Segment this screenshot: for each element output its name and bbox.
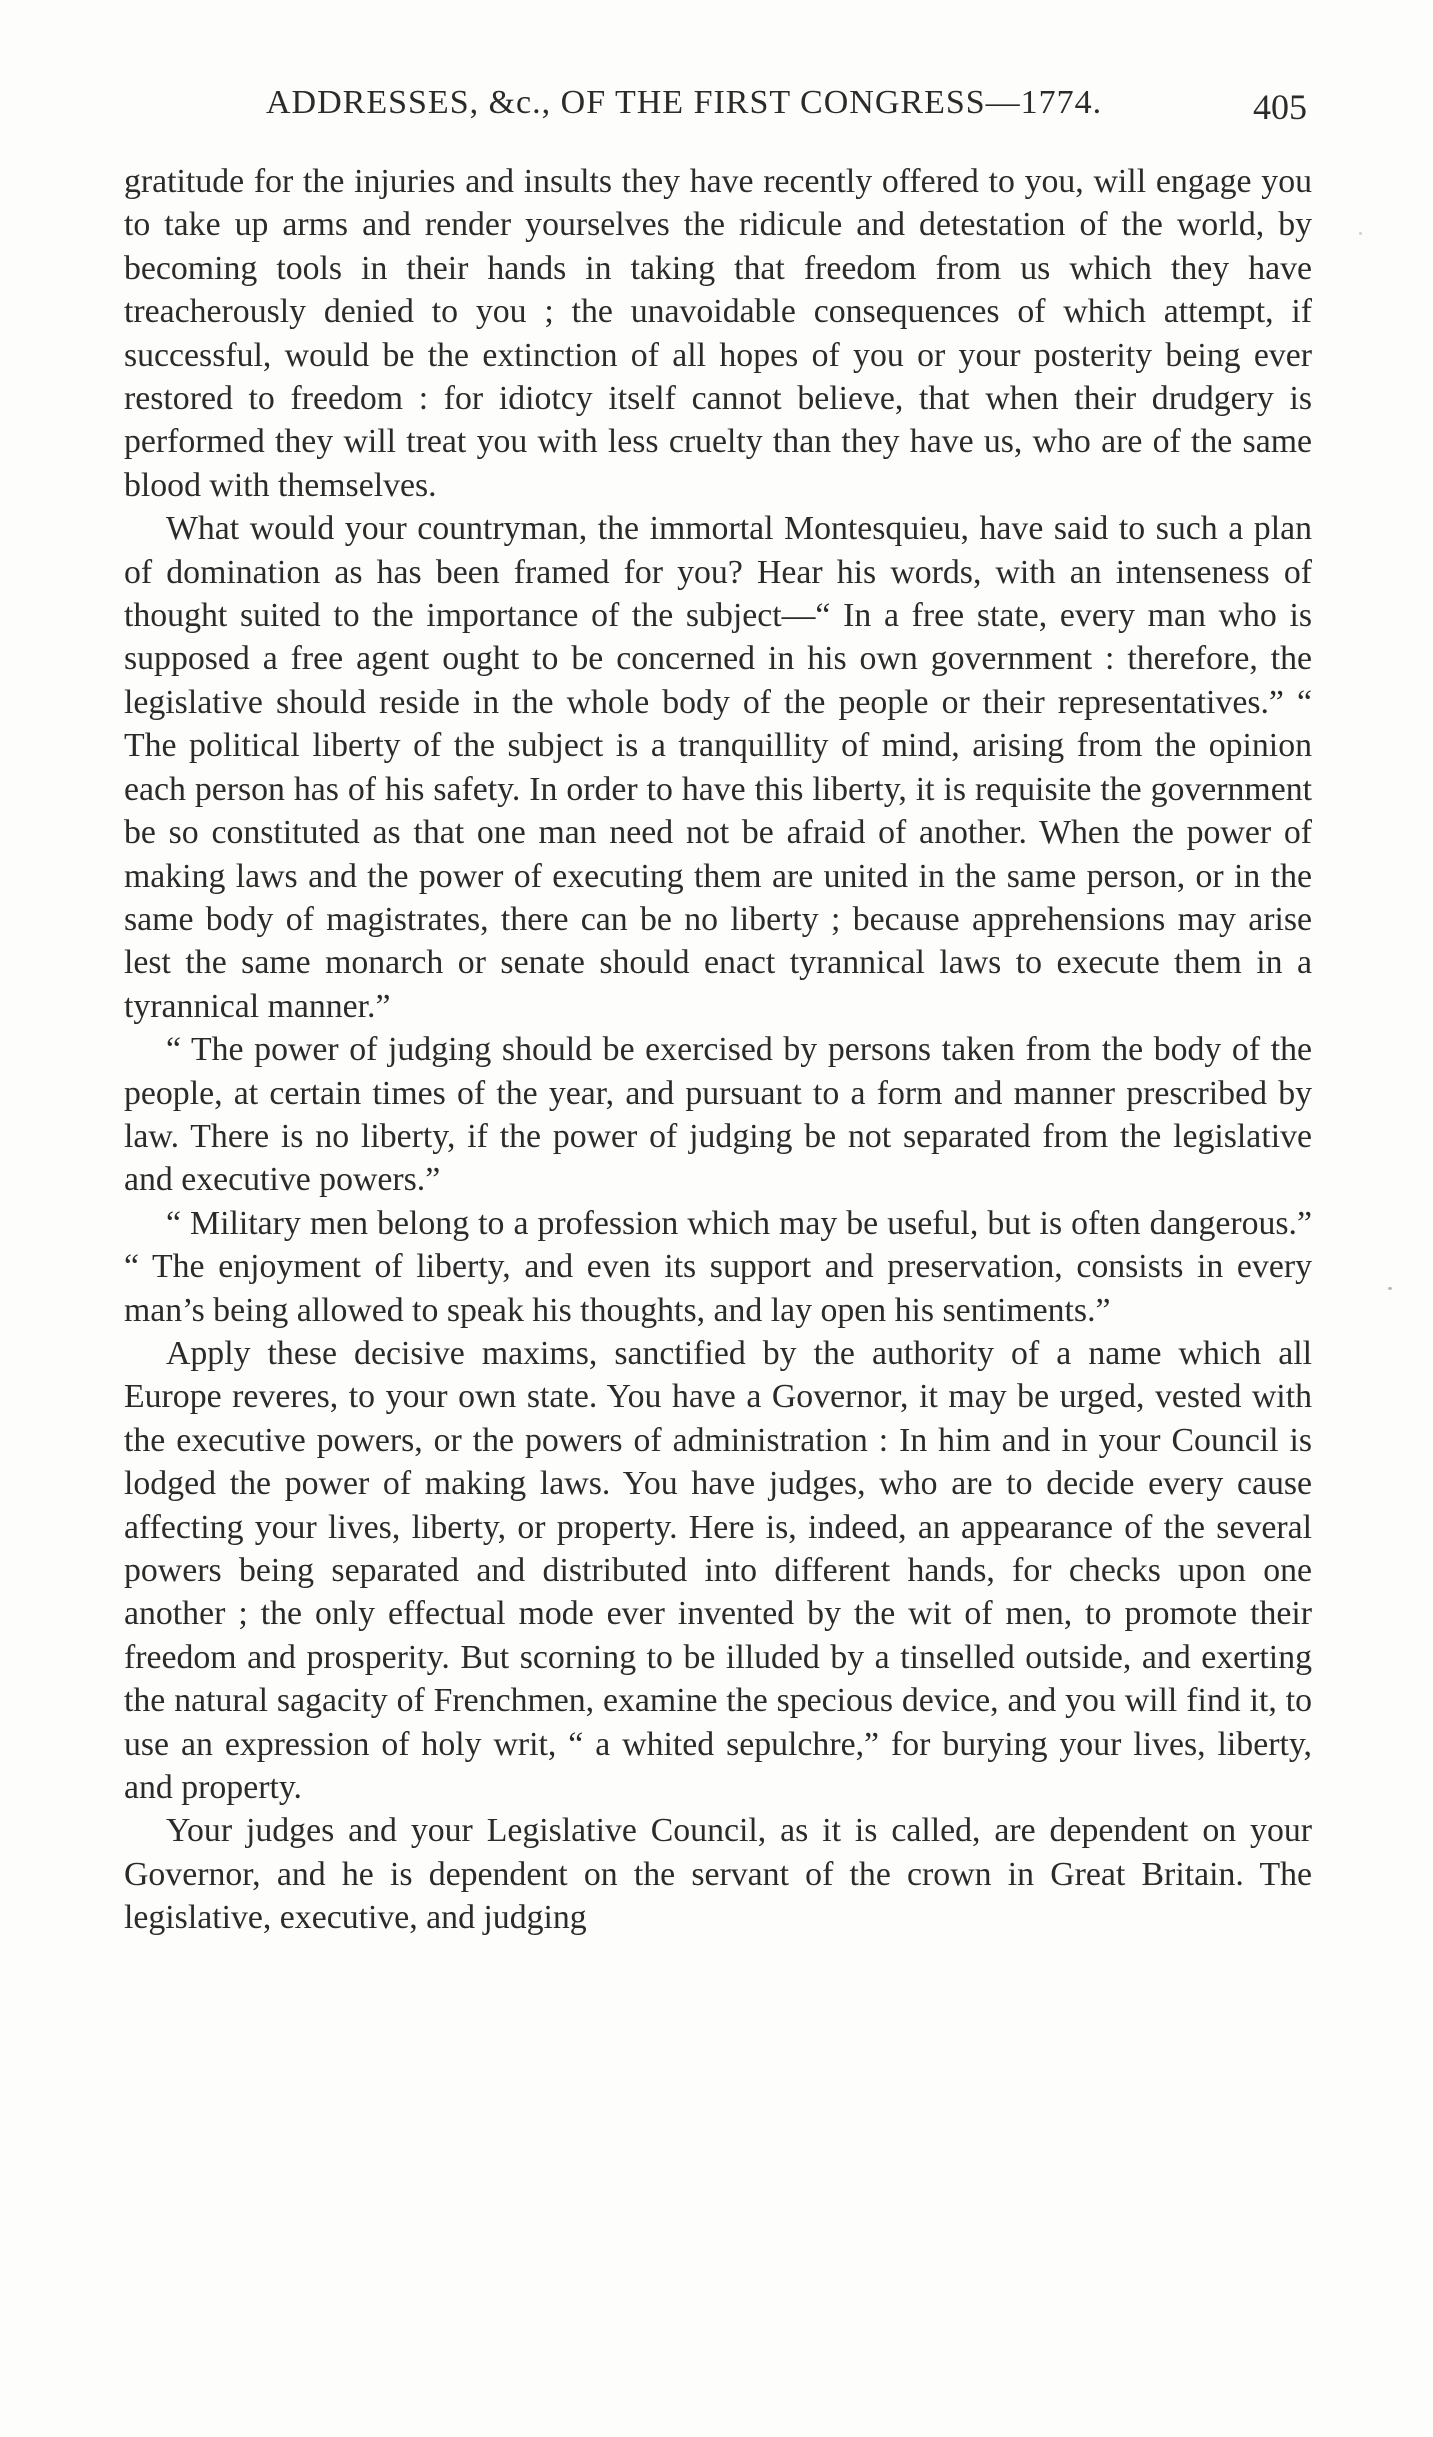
page-header <box>262 78 1307 134</box>
paper-speck <box>1359 232 1362 235</box>
paragraph-military-men: “ Military men belong to a profession which may be useful, but is often dangerous.” “ The enjoyment of liberty, and even its support and preservation, consists in every man’s being allowed to speak his thoughts, and lay open his sentiments.” <box>124 1204 1312 1329</box>
running-head: ADDRESSES, &c., OF THE FIRST CONGRESS—1774. <box>266 84 1103 121</box>
paragraph-your-judges: Your judges and your Legislative Council, as it is called, are dependent on your Governor, and he is dependent on the servant of the crown in Great Britain. The legislative, executive, and judging <box>124 1812 1312 1937</box>
paragraph-apply-maxims: Apply these decisive maxims, sanctified by the authority of a name which all Europe reveres, to your own state. You have a Governor, it may be urged, vested with the executive powers, or the powers of administration : In him and in your Council is lodged the power of making laws. You have judges, who are to decide every cause affecting your lives, liberty, or property. Here is, indeed, an appearance of the several powers being separated and distributed into different hands, for checks upon one another ; the only effectual mode ever invented by the wit of men, to promote their freedom and prosperity. But scorning to be illuded by a tinselled outside, and exerting the natural sagacity of Frenchmen, examine the specious device, and you will find it, to use an expression of holy writ, “ a whited sepulchre,” for burying your lives, liberty, and property. <box>124 1334 1312 1807</box>
paragraph-power-of-judging: “ The power of judging should be exercised by persons taken from the body of the people, at certain times of the year, and pursuant to a form and manner prescribed by law. There is no liberty, if the power of judging be not separated from the legislative and executive powers.” <box>124 1031 1312 1199</box>
paper-speck <box>1388 1287 1392 1290</box>
page-body <box>124 160 1312 1940</box>
paragraph-continued: gratitude for the injuries and insults they have recently offered to you, will engage you to take up arms and render yourselves the ridicule and detestation of the world, by becoming tools in their hands in taking that freedom from us which they have treacherously denied to you ; the unavoidable consequences of which attempt, if successful, would be the extinction of all hopes of you or your posterity being ever restored to freedom : for idiotcy itself cannot believe, that when their drudgery is performed they will treat you with less cruelty than they have us, who are of the same blood with themselves. <box>124 163 1312 504</box>
page-number: 405 <box>1253 87 1307 127</box>
paragraph-montesquieu: What would your countryman, the immortal Montesquieu, have said to such a plan of domination as has been framed for you? Hear his words, with an intenseness of thought suited to the importance of the subject—“ In a free state, every man who is supposed a free agent ought to be concerned in his own government : therefore, the legislative should reside in the whole body of the people or their representatives.” “ The political liberty of the subject is a tranquillity of mind, arising from the opinion each person has of his safety. In order to have this liberty, it is requisite the government be so constituted as that one man need not be afraid of another. When the power of making laws and the power of executing them are united in the same person, or in the same body of magistrates, there can be no liberty ; because apprehensions may arise lest the same monarch or senate should enact tyrannical laws to execute them in a tyrannical manner.” <box>124 510 1312 1025</box>
